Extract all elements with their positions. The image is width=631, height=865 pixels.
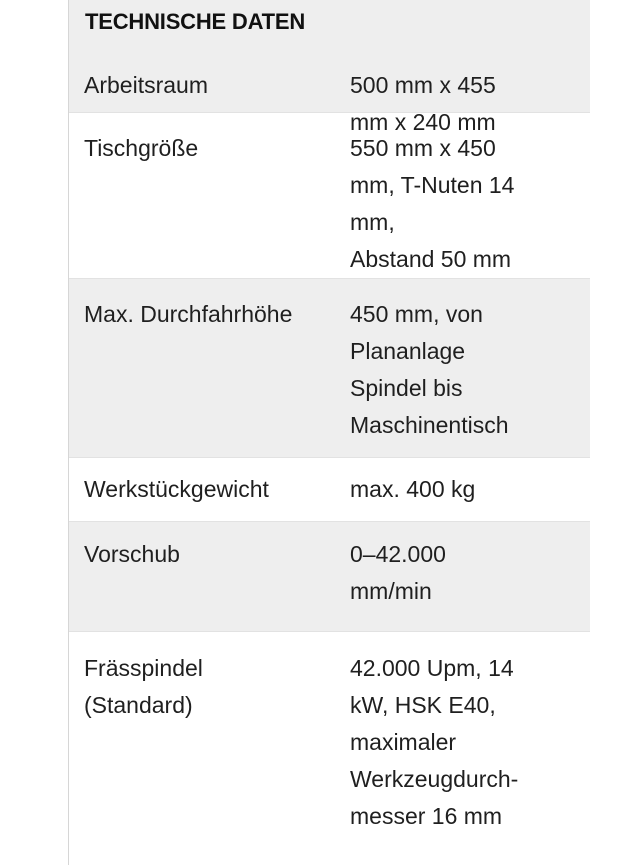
page-margin bbox=[590, 0, 631, 865]
spec-value: 450 mm, von Plananlage Spindel bis Maschinentisch bbox=[350, 301, 509, 438]
spec-row-tischgroesse bbox=[69, 113, 590, 279]
spec-value: 550 mm x 450 mm, T-Nuten 14 mm, Abstand 50 mm bbox=[350, 135, 515, 272]
spec-value: max. 400 kg bbox=[350, 476, 476, 502]
spec-row-vorschub bbox=[69, 522, 590, 632]
spec-label: Vorschub bbox=[84, 541, 180, 567]
technical-data-card bbox=[68, 0, 591, 865]
spec-row-durchfahrhoehe bbox=[69, 279, 590, 458]
spec-value: 500 mm x 455 mm x 240 mm bbox=[350, 72, 496, 135]
spec-value: 42.000 Upm, 14 kW, HSK E40, maximaler Werkzeugdurch- messer 16 mm bbox=[350, 655, 519, 829]
spec-label: Tischgröße bbox=[84, 135, 199, 161]
spec-row-werkstueckgewicht bbox=[69, 458, 590, 522]
section-title: TECHNISCHE DATEN bbox=[85, 9, 306, 34]
spec-label: Max. Durchfahrhöhe bbox=[84, 301, 293, 327]
spec-label: Werkstückgewicht bbox=[84, 476, 269, 502]
spec-label: Arbeitsraum bbox=[84, 72, 208, 98]
spec-value: 0–42.000 mm/min bbox=[350, 541, 446, 604]
spec-row-fraesspindel bbox=[69, 632, 590, 832]
spec-label: Frässpindel (Standard) bbox=[84, 655, 203, 718]
